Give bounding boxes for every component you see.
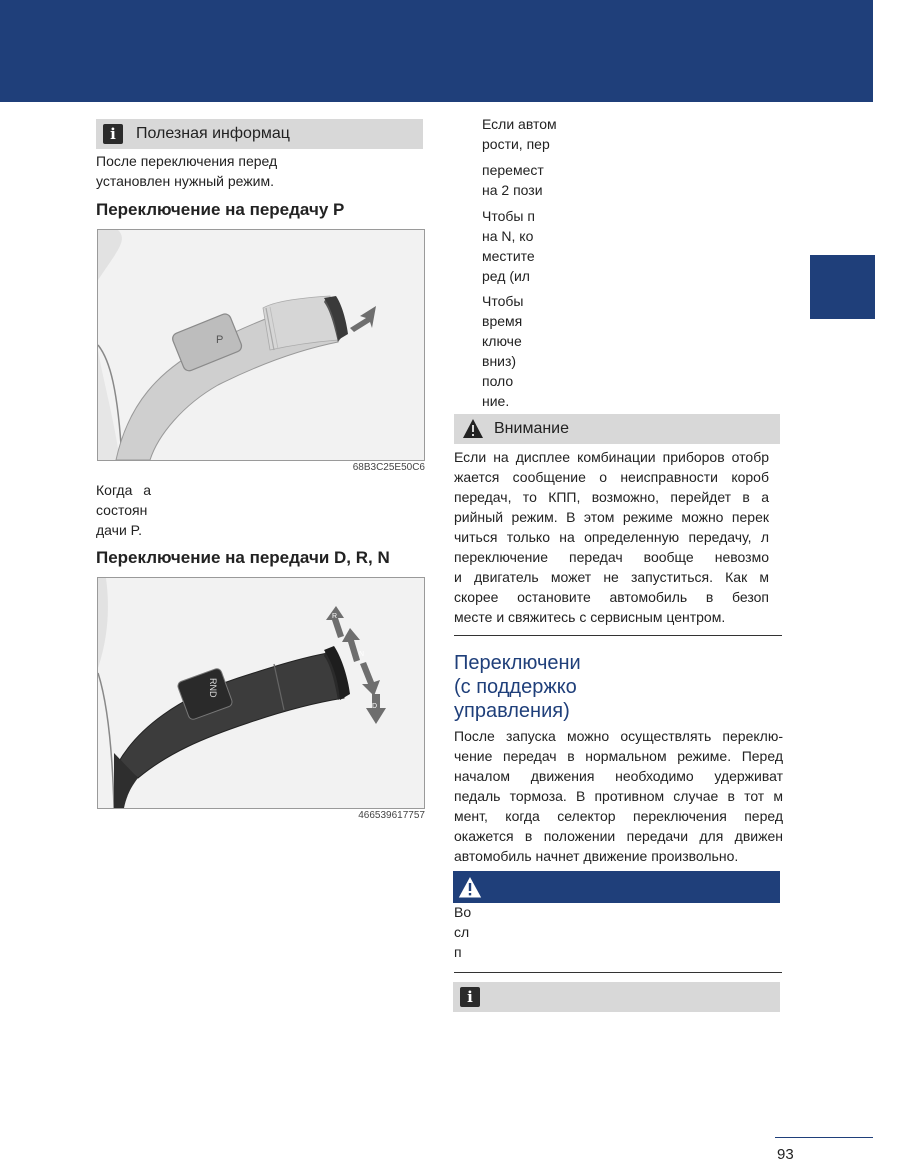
figure1-code: 68B3C25E50C6 [352,462,425,473]
info-icon: i [103,124,123,144]
warning-divider [454,635,782,636]
figure2-code: 466539617757 [358,810,425,821]
caution-text: Во сл п [454,904,472,960]
page-number: 93 [777,1146,794,1163]
figure-lever-drn [97,577,425,809]
arrow-label-d: D [372,703,378,710]
heading-gear-drn: Переключение на передачи D, R, N [96,548,390,567]
useful-info-box [96,119,423,149]
info-box-bottom [453,982,780,1012]
para-right-1: Если автом рости, пер [482,116,557,152]
header-band [0,0,873,102]
para-right-4: Чтобы время ключе вниз) поло ние. [482,293,524,409]
section-heading: Переключени (с поддержко управления) [454,652,581,722]
warning-triangle-icon [462,418,484,440]
info-note-text: После переключения перед установлен нужный режим. [96,153,278,189]
arrow-label-n: N [359,651,365,658]
warning-triangle-icon [457,874,483,900]
info-icon: i [460,987,480,1007]
chapter-tab [810,255,875,319]
figure1-lever-label: P [216,334,224,346]
heading-gear-p: Переключение на передачу P [96,200,345,219]
figure-lever-p [97,229,425,461]
info-box-title: Полезная информац [136,125,290,142]
para-gear-p: Когда а состоян дачи P. [96,482,151,538]
warning-title: Внимание [494,420,570,437]
caution-divider [454,972,782,973]
arrow-label-r: R [332,613,338,620]
footer-rule [775,1137,873,1138]
figure2-lever-label: RND [208,678,218,698]
warning-text: Если на дисплее комбинации приборов отобр жается сообщение о неисправности короб передач, то КПП, возможно, перейдет в а рийный режим. В этом режиме можно перек читься только на определенную передачу, л переключение передач вообще невозмо и двигатель может не запуститься. Как м скорее остановите автомобиль в безоп месте и свяжитесь с сервисным центром. [454,449,769,625]
para-right-2: перемест на 2 пози [482,162,544,198]
caution-box [453,871,780,903]
para-right-3: Чтобы п на N, ко местите ред (ил [482,208,535,284]
section-paragraph: После запуска можно осуществлять переклю- чение передач в нормальном режиме. Перед началом движения необходимо удерживат педаль тормоза. В противном случае в тот м мент, когда селектор переключения перед окажется в положении передачи для движен автомобиль начнет движение произвольно. [454,728,783,864]
warning-box [454,414,780,444]
